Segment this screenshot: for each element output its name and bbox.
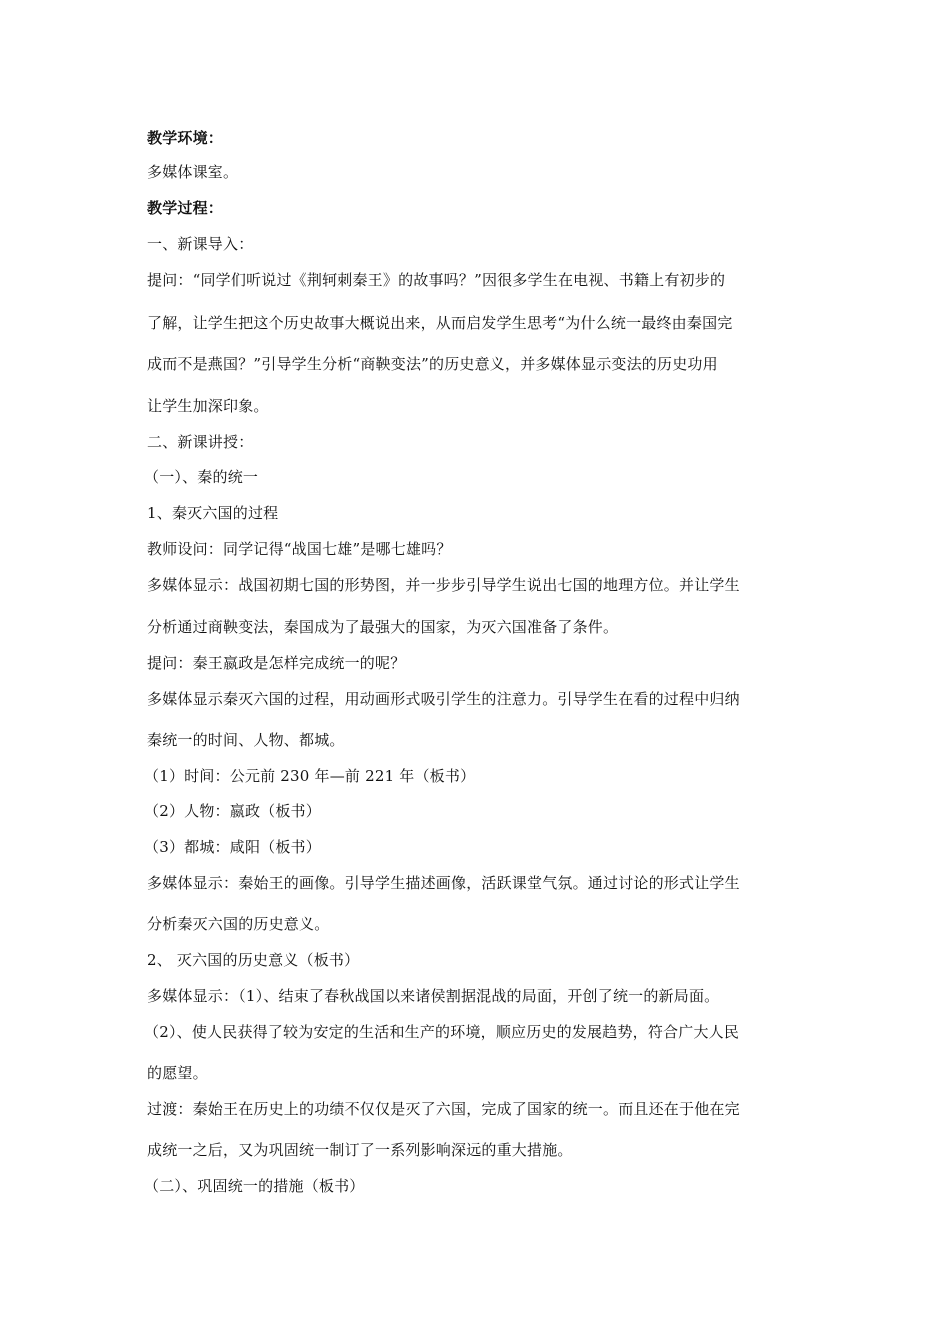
heading-teaching-environment: 教学环境： — [147, 129, 224, 147]
list-item: （1）时间：公元前 230 年—前 221 年（板书） — [144, 767, 476, 785]
subsection-heading: 1、秦灭六国的过程 — [147, 504, 279, 522]
section-heading: 一、新课导入： — [147, 235, 254, 253]
paragraph-line: 提问：秦王嬴政是怎样完成统一的呢？ — [147, 654, 406, 672]
heading-teaching-process: 教学过程： — [147, 199, 224, 217]
section-heading: 二、新课讲授： — [147, 433, 254, 451]
list-item: （3）都城：咸阳（板书） — [144, 838, 321, 856]
paragraph-line: 多媒体显示秦灭六国的过程，用动画形式吸引学生的注意力。引导学生在看的过程中归纳 — [147, 690, 740, 708]
paragraph-line: 多媒体显示：（1）、结束了春秋战国以来诸侯割据混战的局面，开创了统一的新局面。 — [147, 987, 720, 1005]
paragraph-line: 多媒体显示：秦始王的画像。引导学生描述画像，活跃课堂气氛。通过讨论的形式让学生 — [147, 874, 740, 892]
paragraph-line: 了解，让学生把这个历史故事大概说出来，从而启发学生思考“为什么统一最终由秦国完 — [147, 314, 733, 332]
paragraph-line: 多媒体课室。 — [147, 163, 239, 181]
paragraph-line: 分析通过商鞅变法，秦国成为了最强大的国家，为灭六国准备了条件。 — [147, 618, 619, 636]
paragraph-line: 的愿望。 — [147, 1064, 208, 1082]
paragraph-line: 教师设问：同学记得“战国七雄”是哪七雄吗？ — [147, 540, 452, 558]
paragraph-line: 多媒体显示：战国初期七国的形势图，并一步步引导学生说出七国的地理方位。并让学生 — [147, 576, 740, 594]
paragraph-line: 过渡：秦始王在历史上的功绩不仅仅是灭了六国，完成了国家的统一。而且还在于他在完 — [147, 1100, 740, 1118]
paragraph-line: 让学生加深印象。 — [147, 397, 269, 415]
paragraph-line: （2）、使人民获得了较为安定的生活和生产的环境，顺应历史的发展趋势，符合广大人民 — [144, 1023, 740, 1041]
paragraph-line: 提问：“同学们听说过《荆轲刺秦王》的故事吗？”因很多学生在电视、书籍上有初步的 — [147, 271, 726, 289]
paragraph-line: 秦统一的时间、人物、都城。 — [147, 731, 345, 749]
paragraph-line: 成而不是燕国？”引导学生分析“商鞅变法”的历史意义，并多媒体显示变法的历史功用 — [147, 355, 718, 373]
paragraph-line: 分析秦灭六国的历史意义。 — [147, 915, 330, 933]
subsection-heading: （一）、秦的统一 — [144, 468, 259, 486]
list-item: （2）人物：嬴政（板书） — [144, 802, 321, 820]
subsection-heading: 2、 灭六国的历史意义（板书） — [147, 951, 360, 969]
subsection-heading: （二）、巩固统一的措施（板书） — [144, 1177, 365, 1195]
paragraph-line: 成统一之后，又为巩固统一制订了一系列影响深远的重大措施。 — [147, 1141, 573, 1159]
